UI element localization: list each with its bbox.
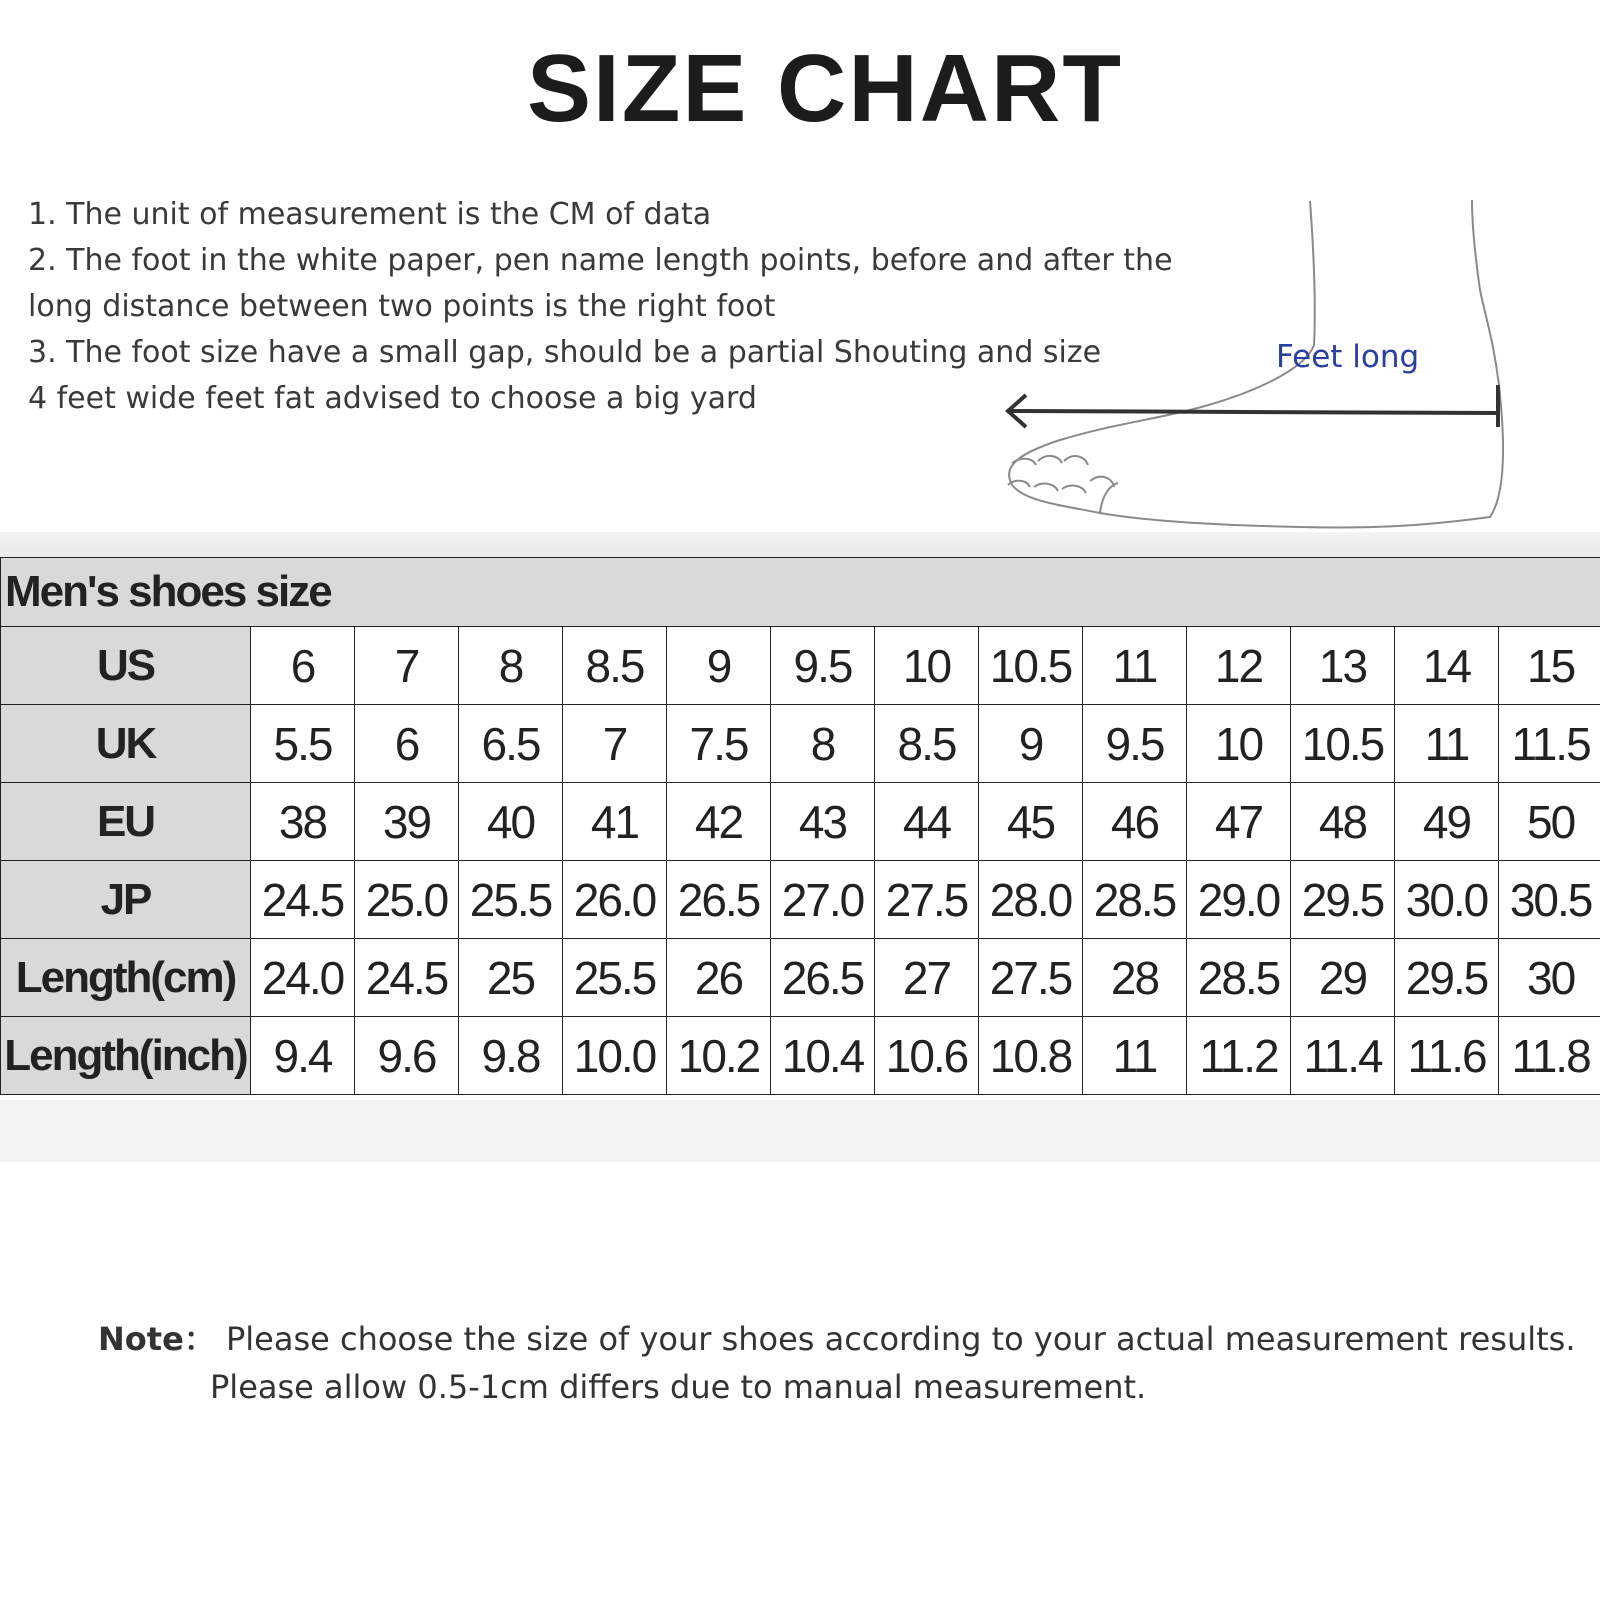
table-cell: 29.5 bbox=[1291, 861, 1395, 939]
table-cell: 41 bbox=[563, 783, 667, 861]
table-cell: 28.5 bbox=[1187, 939, 1291, 1017]
table-cell: 29.5 bbox=[1395, 939, 1499, 1017]
row-label: Length(cm) bbox=[1, 939, 251, 1017]
note-block bbox=[98, 1315, 1578, 1411]
instruction-line: 2. The foot in the white paper, pen name length points, before and after the bbox=[28, 243, 1173, 278]
table-cell: 14 bbox=[1395, 627, 1499, 705]
table-cell: 10.0 bbox=[563, 1017, 667, 1095]
table-cell: 26.5 bbox=[771, 939, 875, 1017]
table-cell: 27.5 bbox=[979, 939, 1083, 1017]
table-cell: 8.5 bbox=[563, 627, 667, 705]
foot-measurement-diagram bbox=[1000, 195, 1600, 555]
table-cell: 9.8 bbox=[459, 1017, 563, 1095]
table-cell: 29.0 bbox=[1187, 861, 1291, 939]
table-cell: 38 bbox=[251, 783, 355, 861]
table-cell: 9.5 bbox=[771, 627, 875, 705]
table-cell: 8 bbox=[771, 705, 875, 783]
table-cell: 10.8 bbox=[979, 1017, 1083, 1095]
table-cell: 26 bbox=[667, 939, 771, 1017]
instruction-line: 3. The foot size have a small gap, should be a partial Shouting and size bbox=[28, 335, 1102, 370]
table-cell: 44 bbox=[875, 783, 979, 861]
table-cell: 25 bbox=[459, 939, 563, 1017]
table-caption: Men's shoes size bbox=[1, 558, 1600, 627]
row-label: UK bbox=[1, 705, 251, 783]
table-cell: 29 bbox=[1291, 939, 1395, 1017]
table-cell: 6 bbox=[251, 627, 355, 705]
table-cell: 5.5 bbox=[251, 705, 355, 783]
table-cell: 45 bbox=[979, 783, 1083, 861]
table-cell: 42 bbox=[667, 783, 771, 861]
table-cell: 25.5 bbox=[563, 939, 667, 1017]
table-cell: 9 bbox=[979, 705, 1083, 783]
table-cell: 10.5 bbox=[1291, 705, 1395, 783]
table-cell: 9.5 bbox=[1083, 705, 1187, 783]
table-cell: 7.5 bbox=[667, 705, 771, 783]
table-cell: 28.5 bbox=[1083, 861, 1187, 939]
table-cell: 26.5 bbox=[667, 861, 771, 939]
table-row bbox=[1, 705, 1600, 783]
table-cell: 11 bbox=[1395, 705, 1499, 783]
row-label: JP bbox=[1, 861, 251, 939]
table-row bbox=[1, 627, 1600, 705]
table-cell: 49 bbox=[1395, 783, 1499, 861]
table-cell: 24.0 bbox=[251, 939, 355, 1017]
note-text-1: Please choose the size of your shoes according to your actual measurement results. bbox=[225, 1320, 1576, 1358]
table-cell: 24.5 bbox=[355, 939, 459, 1017]
table-cell: 27.5 bbox=[875, 861, 979, 939]
table-cell: 12 bbox=[1187, 627, 1291, 705]
table-cell: 48 bbox=[1291, 783, 1395, 861]
table-cell: 9.4 bbox=[251, 1017, 355, 1095]
table-cell: 6 bbox=[355, 705, 459, 783]
table-row bbox=[1, 1017, 1600, 1095]
table-row bbox=[1, 939, 1600, 1017]
row-label: US bbox=[1, 627, 251, 705]
table-cell: 40 bbox=[459, 783, 563, 861]
table-cell: 11.4 bbox=[1291, 1017, 1395, 1095]
table-cell: 46 bbox=[1083, 783, 1187, 861]
table-cell: 50 bbox=[1499, 783, 1600, 861]
table-cell: 11.6 bbox=[1395, 1017, 1499, 1095]
table-cell: 10.5 bbox=[979, 627, 1083, 705]
feet-long-label: Feet long bbox=[1276, 339, 1420, 375]
table-cell: 26.0 bbox=[563, 861, 667, 939]
table-cell: 47 bbox=[1187, 783, 1291, 861]
table-cell: 27.0 bbox=[771, 861, 875, 939]
table-cell: 11 bbox=[1083, 627, 1187, 705]
row-label: Length(inch) bbox=[1, 1017, 251, 1095]
table-cell: 30 bbox=[1499, 939, 1600, 1017]
instruction-line: 1. The unit of measurement is the CM of data bbox=[28, 197, 712, 232]
table-row bbox=[1, 861, 1600, 939]
length-arrow bbox=[1010, 411, 1498, 413]
table-cell: 7 bbox=[355, 627, 459, 705]
table-cell: 27 bbox=[875, 939, 979, 1017]
table-cell: 25.5 bbox=[459, 861, 563, 939]
table-cell: 10.2 bbox=[667, 1017, 771, 1095]
footer-band bbox=[0, 1100, 1600, 1162]
table-cell: 24.5 bbox=[251, 861, 355, 939]
table-cell: 8 bbox=[459, 627, 563, 705]
table-cell: 11 bbox=[1083, 1017, 1187, 1095]
instruction-line: long distance between two points is the right foot bbox=[28, 289, 776, 324]
table-cell: 11.5 bbox=[1499, 705, 1600, 783]
table-cell: 10.6 bbox=[875, 1017, 979, 1095]
table-cell: 8.5 bbox=[875, 705, 979, 783]
table-cell: 10 bbox=[1187, 705, 1291, 783]
table-cell: 9.6 bbox=[355, 1017, 459, 1095]
table-caption-row bbox=[1, 558, 1600, 627]
table-cell: 9 bbox=[667, 627, 771, 705]
row-label: EU bbox=[1, 783, 251, 861]
size-table bbox=[0, 557, 1600, 1095]
table-row bbox=[1, 783, 1600, 861]
note-line-2: Please allow 0.5-1cm differs due to manual measurement. bbox=[210, 1368, 1147, 1406]
note-label: Note： bbox=[98, 1320, 216, 1358]
table-cell: 11.2 bbox=[1187, 1017, 1291, 1095]
table-cell: 25.0 bbox=[355, 861, 459, 939]
foot-outline bbox=[1009, 200, 1503, 528]
table-cell: 28 bbox=[1083, 939, 1187, 1017]
table-cell: 15 bbox=[1499, 627, 1600, 705]
ruler-strip bbox=[0, 532, 1600, 558]
table-cell: 11.8 bbox=[1499, 1017, 1600, 1095]
table-cell: 28.0 bbox=[979, 861, 1083, 939]
table-cell: 7 bbox=[563, 705, 667, 783]
table-cell: 6.5 bbox=[459, 705, 563, 783]
table-cell: 30.5 bbox=[1499, 861, 1600, 939]
instruction-line: 4 feet wide feet fat advised to choose a big yard bbox=[28, 381, 757, 416]
page-title: SIZE CHART bbox=[527, 35, 1123, 142]
table-cell: 43 bbox=[771, 783, 875, 861]
table-cell: 10.4 bbox=[771, 1017, 875, 1095]
table-cell: 30.0 bbox=[1395, 861, 1499, 939]
note-line-1 bbox=[98, 1315, 1578, 1363]
table-cell: 13 bbox=[1291, 627, 1395, 705]
table-cell: 39 bbox=[355, 783, 459, 861]
table-cell: 10 bbox=[875, 627, 979, 705]
